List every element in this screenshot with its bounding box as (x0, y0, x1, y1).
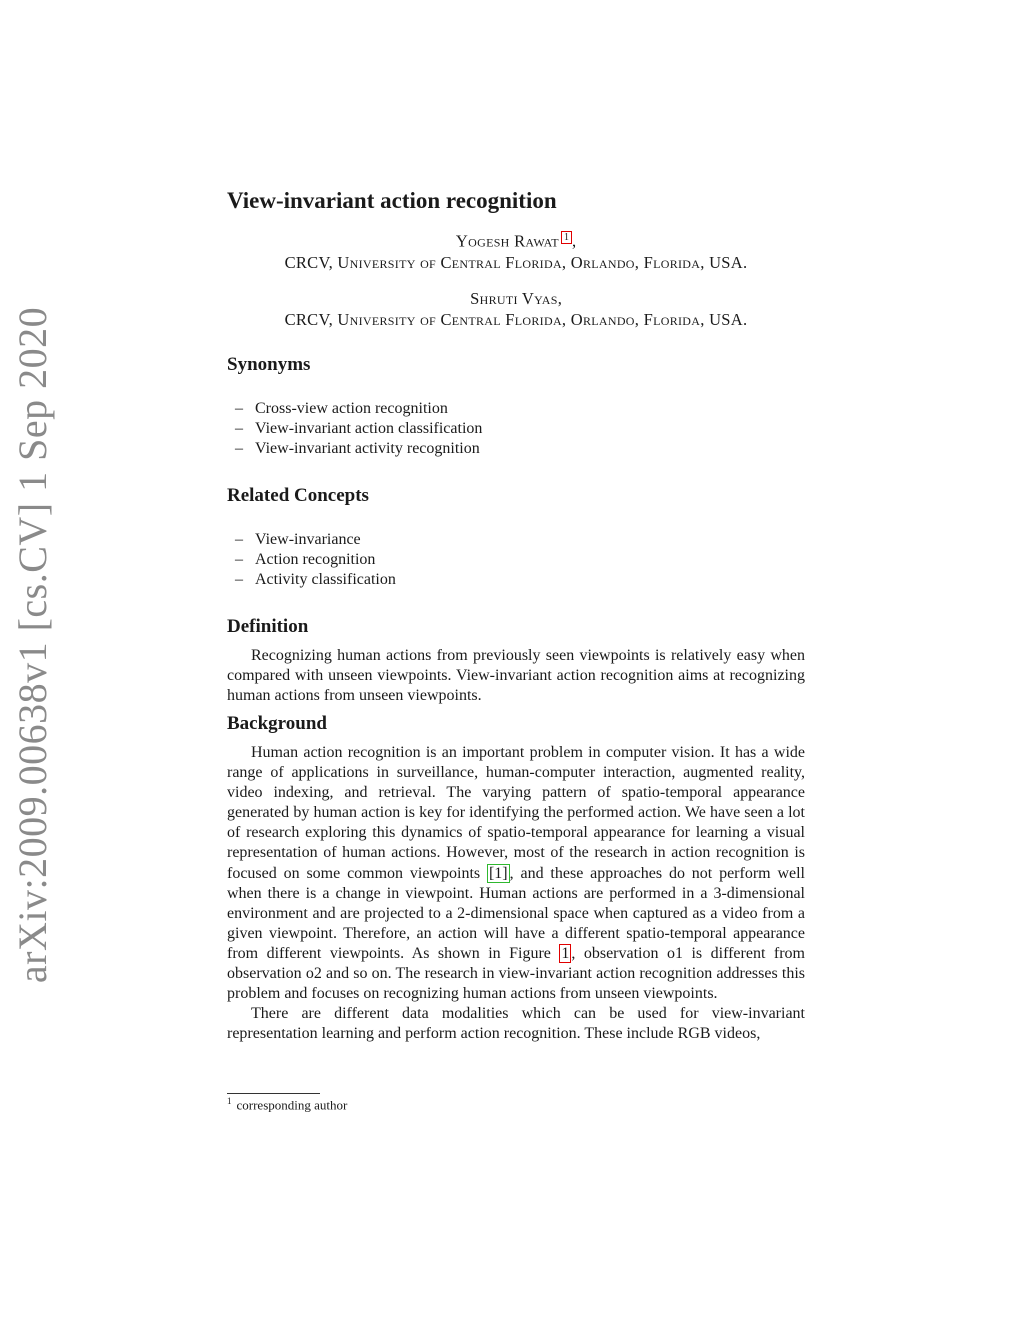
list-item: – Activity classification (235, 570, 396, 590)
footnote-text: corresponding author (236, 1097, 348, 1113)
author-1-name: Yogesh Rawat (455, 231, 559, 251)
synonyms-list (235, 399, 482, 460)
author-2: Shruti Vyas, (470, 289, 562, 308)
author-1: Yogesh Rawat 1 , (455, 231, 577, 251)
related-concepts-list (235, 530, 396, 591)
related-concepts-heading: Related Concepts (227, 485, 369, 506)
background-paragraph-1: Human action recognition is an important problem in computer vision. It has a wide range of applications in surveillance, human-computer interaction, augmented reality, video indexing, and retrieval. The varying pattern of spatio-temporal appearance generated by human action is key for identifying the performed action. We have seen a lot of research exploring this dynamics of spatio-temporal appearance for learning a visual representation of human actions. However, most of the research in action recognition is focused on some common viewpoints [1] , and these approaches do not perform well when there is a change in viewpoint. Human actions are performed in a 3-dimensional environment and are projected to a 2-dimensional space when captured as a video from a given viewpoint. Therefore, an action will have a different spatio-temporal appearance from different viewpoints. As shown in Figure 1 , observation o1 is different from observation o2 and so on. The research in view-invariant action recognition addresses this problem and focuses on recognizing human actions from unseen viewpoints. (227, 744, 805, 1003)
footnote-mark: 1 (227, 1096, 232, 1106)
paper-title: View-invariant action recognition (227, 188, 557, 213)
background-heading: Background (227, 713, 327, 734)
list-item: – View-invariant activity recognition (235, 439, 482, 459)
synonyms-heading: Synonyms (227, 354, 311, 375)
list-item: – Cross-view action recognition (235, 399, 482, 419)
citation-link[interactable]: [1] (488, 864, 508, 882)
footnote-rule (227, 1093, 320, 1094)
definition-body (227, 646, 805, 706)
definition-heading: Definition (227, 616, 309, 637)
author-2-affiliation: CRCV, University of Central Florida, Orlando, Florida, USA. (284, 310, 748, 329)
list-item: – View-invariant action classification (235, 419, 482, 439)
arxiv-identifier: arXiv:2009.00638v1 [cs.CV] 1 Sep 2020 (10, 306, 55, 984)
list-item: – View-invariance (235, 530, 396, 550)
figure-link[interactable]: 1 (561, 944, 570, 962)
footnote (227, 1096, 347, 1113)
list-item: – Action recognition (235, 550, 396, 570)
author-1-affiliation: CRCV, University of Central Florida, Orlando, Florida, USA. (284, 253, 748, 272)
definition-paragraph: Recognizing human actions from previously seen viewpoints is relatively easy when compared with unseen viewpoints. View-invariant action recognition aims at recognizing human actions from unseen viewpoints. (227, 647, 805, 705)
background-body (227, 743, 805, 1044)
background-paragraph-2: There are different data modalities which can be used for view-invariant representation learning and perform action recognition. These include RGB videos, (227, 1005, 805, 1043)
author-1-footnote-link[interactable]: 1 (561, 231, 572, 244)
author-2-name: Shruti Vyas (470, 289, 558, 308)
